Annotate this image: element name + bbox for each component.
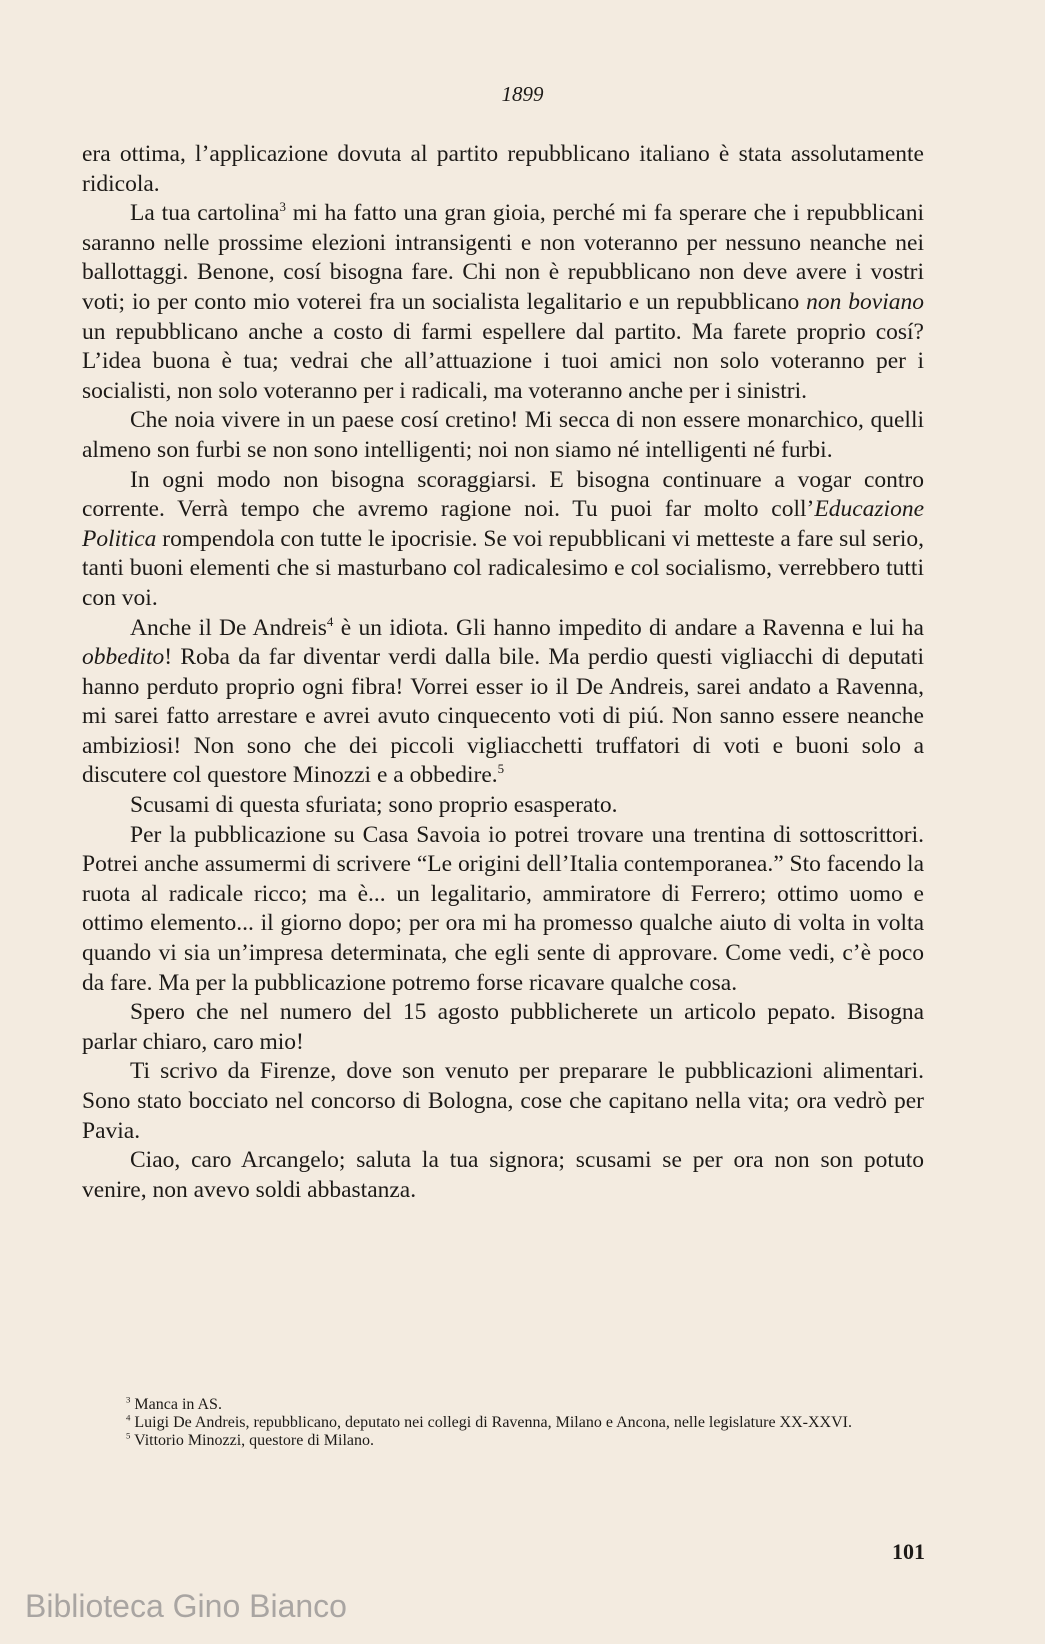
footnote-text: Vittorio Minozzi, questore di Milano. (130, 1432, 375, 1449)
paragraph-text: Ciao, caro Arcangelo; saluta la tua signora; scusami se per ora non son potuto venire, non avevo soldi abbastanza. (82, 1147, 924, 1203)
paragraph-text: Anche il De Andreis (130, 614, 327, 641)
paragraph-text: Scusami di questa sfuriata; sono proprio esasperato. (130, 792, 618, 819)
footnote-number: 4 (126, 1412, 131, 1423)
body-paragraph (82, 614, 924, 792)
footnote-number: 5 (126, 1430, 131, 1441)
footnote-marker: 4 (326, 613, 334, 629)
footnote-number: 3 (126, 1394, 131, 1405)
paragraph-text: rompendola con tutte le ipocrisie. Se voi repubblicani vi metteste a fare sul serio, tanti buoni elementi che si masturbano col radicalesimo e col socialismo, verrebbero tutti con voi. (82, 525, 924, 611)
footnote (82, 1432, 924, 1450)
paragraph-text: Che noia vivere in un paese cosí cretino! Mi secca di non essere monarchico, quelli almeno son furbi se non sono intelligenti; noi non siamo né intelligenti né furbi. (82, 407, 924, 463)
paragraph-text: Spero che nel numero del 15 agosto pubblicherete un articolo pepato. Bisogna parlar chiaro, caro mio! (82, 999, 924, 1055)
footnote-marker: 5 (497, 761, 505, 777)
paragraph-text: La tua cartolina (130, 200, 280, 227)
body-paragraph (82, 406, 924, 465)
italic-text: Educazione Politica (82, 496, 924, 552)
paragraph-text: Per la pubblicazione su Casa Savoia io potrei trovare una trentina di sottoscrittori. Potrei anche assumermi di scrivere “Le origini dell’Italia contemporanea.” Sto facendo la ruota al radicale ricco; ma è... un legalitario, ammiratore di Ferrero; ottimo uomo e ottimo elemento... il giorno dopo; per ora mi ha promesso qualche aiuto di volta in volta quando vi sia un’impresa determinata, che egli sente di approvare. Come vedi, c’è poco da fare. Ma per la pubblicazione potremo forse ricavare qualche cosa. (82, 821, 924, 996)
paragraph-text: un repubblicano anche a costo di farmi espellere dal partito. Ma farete proprio cosí? L’idea buona è tua; vedrai che all’attuazione i tuoi amici non solo voteranno per i socialisti, non solo voteranno per i radicali, ma voteranno anche per i sinistri. (82, 318, 924, 404)
body-paragraph (82, 140, 924, 199)
body-paragraph (82, 1146, 924, 1205)
body-paragraph (82, 199, 924, 406)
page-number: 101 (892, 1539, 925, 1564)
footnotes (82, 1396, 924, 1450)
letter-body (82, 140, 924, 1205)
paragraph-text: mi ha fatto una gran gioia, perché mi fa sperare che i repubblicani saranno nelle prossime elezioni intransigenti e non voteranno per nessuno neanche nei ballottaggi. Benone, cosí bisogna fare. Chi non è repubblicano non deve avere i vostri voti; io per conto mio voterei fra un socialista legalitario e un repubblicano (82, 200, 924, 315)
body-paragraph (82, 791, 924, 821)
footnote-marker: 3 (279, 199, 286, 215)
footnote-text: Luigi De Andreis, repubblicano, deputato nei collegi di Ravenna, Milano e Ancona, nelle legislature XX-XXVI. (130, 1414, 852, 1431)
paragraph-text: Ti scrivo da Firenze, dove son venuto per preparare le pubblicazioni alimentari. Sono stato bocciato nel concorso di Bologna, cose che capitano nella vita; ora vedrò per Pavia. (82, 1058, 924, 1144)
paragraph-text: In ogni modo non bisogna scoraggiarsi. E bisogna continuare a vogar contro corrente. Verrà tempo che avremo ragione noi. Tu puoi far molto coll’ (82, 466, 924, 523)
paragraph-text: è un idiota. Gli hanno impedito di andare a Ravenna e lui ha (333, 614, 924, 641)
footnote-text: Manca in AS. (130, 1396, 222, 1413)
italic-text: non boviano (806, 288, 924, 315)
paragraph-text: era ottima, l’applicazione dovuta al partito repubblicano italiano è stata assolutamente ridicola. (82, 141, 924, 197)
library-watermark: Biblioteca Gino Bianco (25, 1588, 347, 1624)
body-paragraph (82, 466, 924, 614)
body-paragraph (82, 998, 924, 1057)
paragraph-text: ! Roba da far diventar verdi dalla bile. Ma perdio questi vigliacchi di deputati hanno perduto proprio ogni fibra! Vorrei esser io il De Andreis, sarei andato a Ravenna, mi sarei fatto arrestare e avrei avuto cinquecento voti di piú. Non sanno essere neanche ambiziosi! Non sono che dei piccoli vigliacchetti truffatori di voti e buoni solo a discutere col questore Minozzi e a obbedire. (82, 644, 924, 789)
italic-text: obbedito (82, 644, 165, 671)
body-paragraph (82, 1057, 924, 1146)
running-header: 1899 (501, 82, 544, 106)
body-paragraph (82, 821, 924, 999)
footnote (82, 1396, 924, 1414)
footnote (82, 1414, 924, 1432)
